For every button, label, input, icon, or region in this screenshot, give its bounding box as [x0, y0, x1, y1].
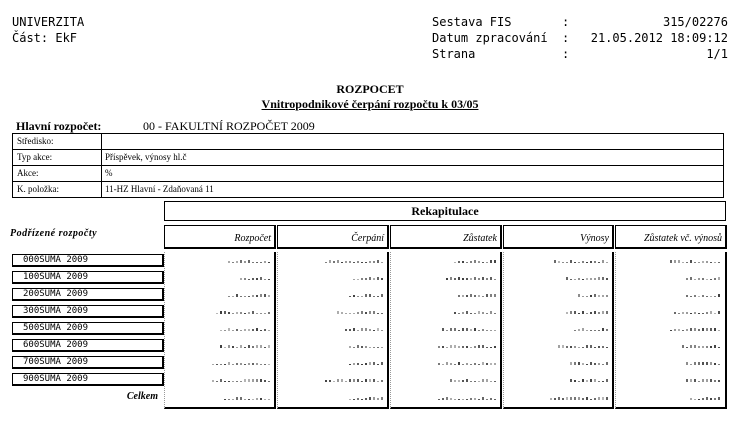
total-label: Celkem [126, 391, 158, 402]
header-left [12, 14, 84, 46]
redacted-value [686, 289, 722, 299]
meta-row-stredisko: Středisko: [17, 136, 54, 146]
sub-budget-row-700: 700SUMA 2009 [12, 356, 164, 369]
redacted-value [216, 306, 272, 316]
header-row-date: Datum zpracování : 21.05.2012 18:09:12 [432, 31, 728, 45]
report-id: 315/02276 [662, 15, 728, 29]
redacted-value [670, 255, 722, 265]
main-budget-label: Hlavní rozpočet: [16, 119, 102, 133]
main-budget-value: 00 - FAKULTNÍ ROZPOČET 2009 [143, 119, 315, 133]
col-header-cerpani: Čerpání [277, 225, 389, 249]
redacted-value [240, 272, 272, 282]
redacted-value [442, 323, 498, 333]
redacted-value [438, 392, 498, 402]
processing-date: 21.05.2012 18:09:12 [590, 31, 728, 45]
redacted-value [446, 272, 498, 282]
col-header-zustatek-vynosu: Zůstatek vč. výnosů [615, 225, 727, 249]
redacted-value [220, 323, 272, 333]
col-header-rozpocet: Rozpočet [164, 225, 276, 249]
redacted-value [682, 340, 722, 350]
col-header-zustatek: Zůstatek [390, 225, 502, 249]
sub-budgets-label: Podřízené rozpočty [10, 228, 98, 239]
page-number: 1/1 [706, 47, 728, 61]
redacted-value [690, 392, 722, 402]
recap-header: Rekapitulace [164, 201, 726, 221]
redacted-value [220, 340, 272, 350]
redacted-value [349, 357, 385, 367]
redacted-value [686, 272, 722, 282]
redacted-value [686, 374, 722, 384]
redacted-value [566, 306, 610, 316]
redacted-value [558, 340, 610, 350]
report-title: ROZPOCET [336, 82, 404, 96]
meta-box [12, 133, 724, 198]
redacted-value [570, 357, 610, 367]
redacted-value [670, 323, 722, 333]
redacted-value [450, 374, 498, 384]
header-right [432, 14, 728, 62]
redacted-value [550, 392, 610, 402]
redacted-value [212, 374, 272, 384]
meta-row-polozka: K. položka: 11-HZ Hlavní - Zdaňovaná 11 [17, 184, 214, 194]
redacted-value [345, 323, 385, 333]
redacted-value [337, 306, 385, 316]
redacted-value [554, 255, 610, 265]
redacted-value [325, 255, 385, 265]
redacted-value [228, 255, 272, 265]
sub-budget-row-900: 900SUMA 2009 [12, 373, 164, 386]
sub-budget-row-200: 200SUMA 2009 [12, 288, 164, 301]
redacted-value [686, 357, 722, 367]
redacted-value [574, 323, 610, 333]
header-row-page: Strana : 1/1 [432, 47, 728, 61]
redacted-value [224, 392, 272, 402]
sub-budget-row-300: 300SUMA 2009 [12, 305, 164, 318]
redacted-value [353, 272, 385, 282]
redacted-value [570, 374, 610, 384]
faculty-part: Část: EkF [12, 31, 78, 45]
redacted-value [674, 306, 722, 316]
sub-budget-row-500: 500SUMA 2009 [12, 322, 164, 335]
redacted-value [349, 340, 385, 350]
redacted-value [454, 306, 498, 316]
redacted-value [228, 289, 272, 299]
meta-row-typ-akce: Typ akce: Příspěvek, výnosy hl.č [17, 152, 187, 162]
sub-budget-row-600: 600SUMA 2009 [12, 339, 164, 352]
redacted-value [212, 357, 272, 367]
sub-budget-row-100: 100SUMA 2009 [12, 271, 164, 284]
redacted-value [349, 289, 385, 299]
header-row-report: Sestava FIS : 315/02276 [432, 15, 728, 29]
col-header-vynosy: Výnosy [503, 225, 614, 249]
redacted-value [438, 357, 498, 367]
redacted-value [325, 374, 385, 384]
redacted-value [454, 255, 498, 265]
redacted-value [578, 289, 610, 299]
university-name: UNIVERZITA [12, 15, 85, 29]
redacted-value [349, 392, 385, 402]
sub-budget-row-000: 000SUMA 2009 [12, 254, 164, 267]
redacted-value [458, 289, 498, 299]
redacted-value [438, 340, 498, 350]
meta-row-akce: Akce: % [17, 168, 113, 178]
report-subtitle: Vnitropodnikové čerpání rozpočtu k 03/05 [261, 97, 479, 111]
redacted-value [566, 272, 610, 282]
